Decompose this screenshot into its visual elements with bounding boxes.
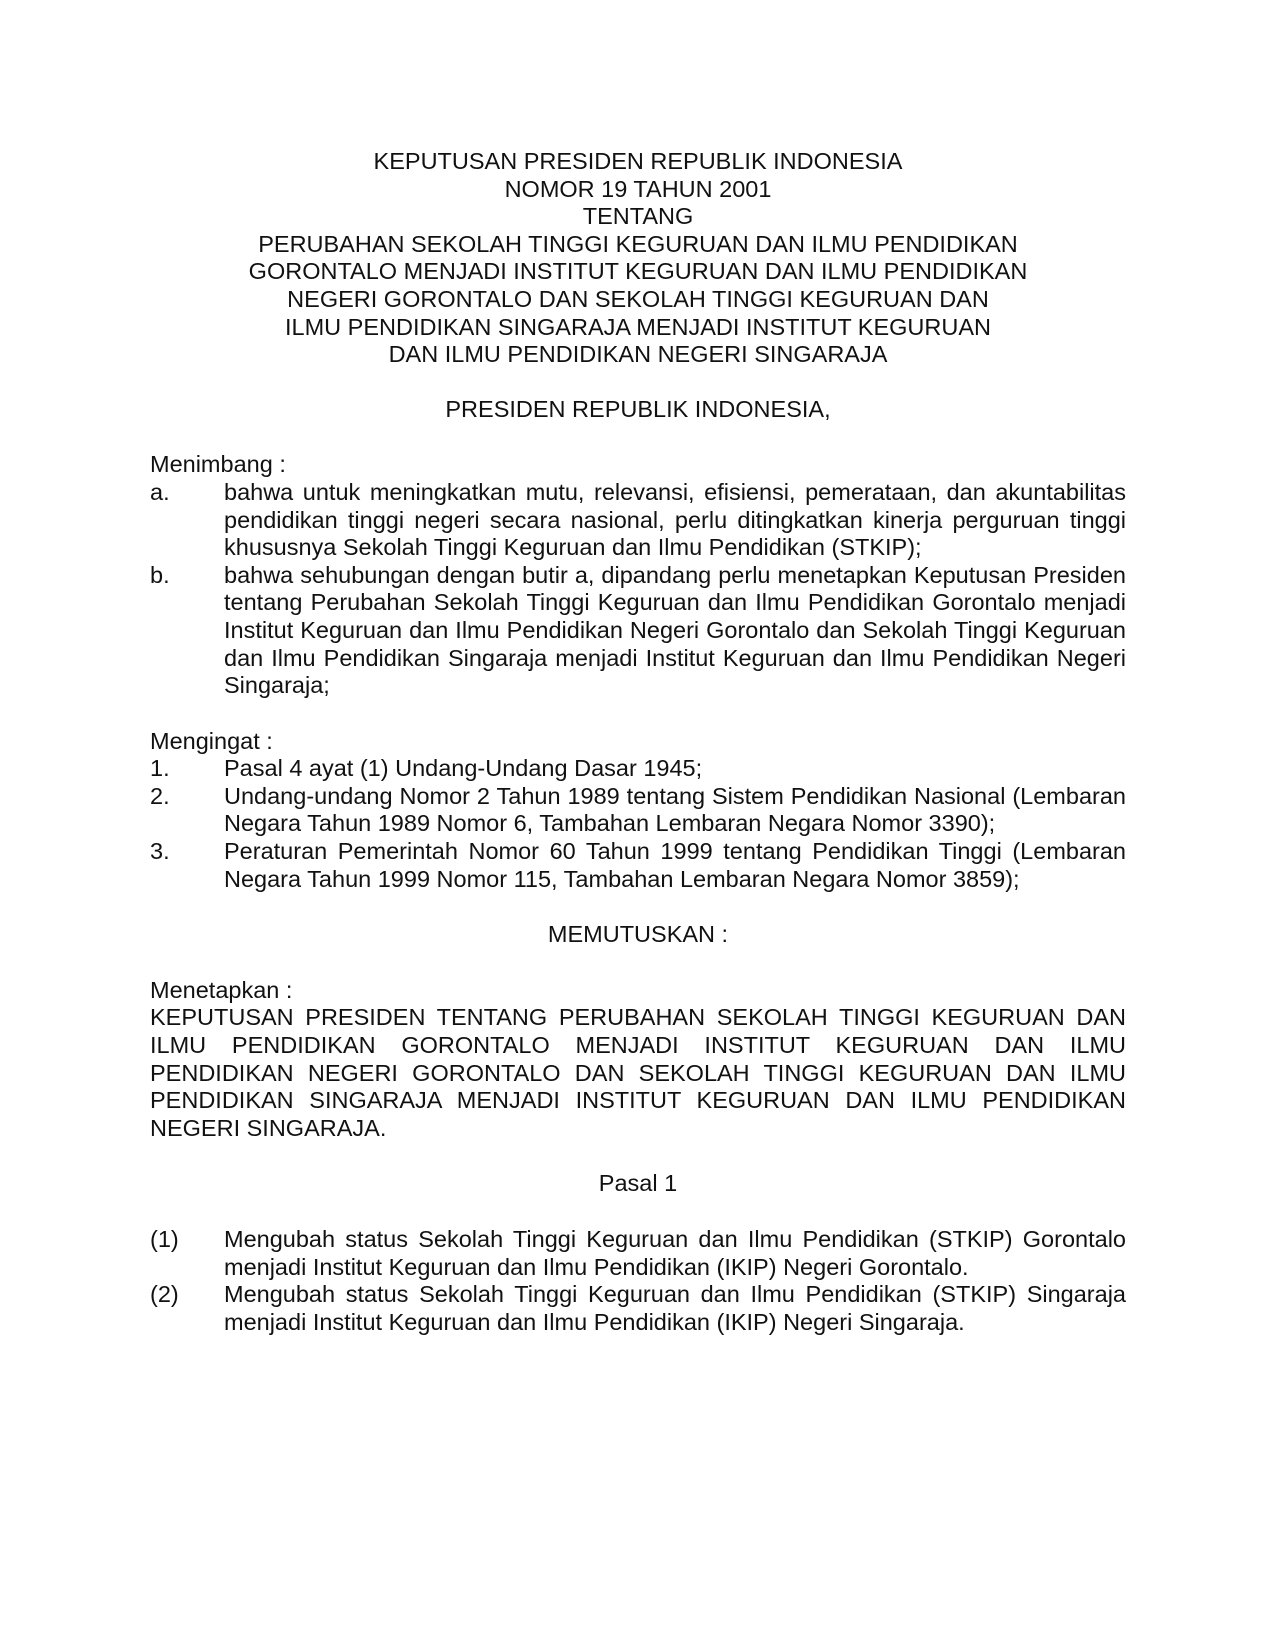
list-item (150, 479, 1126, 562)
title-line: GORONTALO MENJADI INSTITUT KEGURUAN DAN ILMU PENDIDIKAN (248, 258, 1028, 285)
title-line: TENTANG (582, 203, 694, 230)
list-marker: (1) (150, 1226, 179, 1252)
list-item-text: Mengubah status Sekolah Tinggi Keguruan dan Ilmu Pendidikan (STKIP) Singaraja menjadi Institut Keguruan dan Ilmu Pendidikan (IKIP) Negeri Singaraja. (224, 1281, 1126, 1335)
list-item-text: Peraturan Pemerintah Nomor 60 Tahun 1999 tentang Pendidikan Tinggi (Lembaran Negara Tahun 1999 Nomor 115, Tambahan Lembaran Negara Nomor 3859); (224, 838, 1126, 892)
list-item (150, 1281, 1126, 1336)
list-item-text: Pasal 4 ayat (1) Undang-Undang Dasar 1945; (224, 755, 703, 782)
memutuskan-heading: MEMUTUSKAN : (547, 921, 729, 948)
list-marker: a. (150, 478, 170, 505)
list-item-text: Mengubah status Sekolah Tinggi Keguruan dan Ilmu Pendidikan (STKIP) Gorontalo menjadi Institut Keguruan dan Ilmu Pendidikan (IKIP) Negeri Gorontalo. (224, 1226, 1126, 1280)
title-line: NEGERI GORONTALO DAN SEKOLAH TINGGI KEGURUAN DAN (287, 285, 989, 312)
list-marker: 3. (150, 838, 170, 865)
list-marker: b. (150, 561, 170, 588)
menetapkan-text: KEPUTUSAN PRESIDEN TENTANG PERUBAHAN SEKOLAH TINGGI KEGURUAN DAN ILMU PENDIDIKAN GORONTALO MENJADI INSTITUT KEGURUAN DAN ILMU PENDIDIKAN NEGERI GORONTALO DAN SEKOLAH TINGGI KEGURUAN DAN ILMU PENDIDIKAN SINGARAJA MENJADI INSTITUT KEGURUAN DAN ILMU PENDIDIKAN NEGERI SINGARAJA. (150, 1004, 1126, 1141)
pasal-list (150, 1226, 1126, 1336)
list-marker: 2. (150, 782, 170, 809)
title-line: DAN ILMU PENDIDIKAN NEGERI SINGARAJA (388, 341, 888, 368)
title-line: KEPUTUSAN PRESIDEN REPUBLIK INDONESIA (373, 148, 903, 174)
title-line: ILMU PENDIDIKAN SINGARAJA MENJADI INSTITUT KEGURUAN (285, 313, 991, 340)
mengingat-label: Mengingat : (150, 727, 273, 754)
pasal-heading: Pasal 1 (598, 1170, 678, 1197)
menimbang-label: Menimbang : (150, 451, 286, 478)
list-marker: (2) (150, 1281, 179, 1308)
list-item-text: bahwa sehubungan dengan butir a, dipandang perlu menetapkan Keputusan Presiden tentang Perubahan Sekolah Tinggi Keguruan dan Ilmu Pendidikan Gorontalo menjadi Institut Keguruan dan Ilmu Pendidikan Negeri Gorontalo dan Sekolah Tinggi Keguruan dan Ilmu Pendidikan Singaraja menjadi Institut Keguruan dan Ilmu Pendidikan Negeri Singaraja; (224, 561, 1126, 699)
presiden-heading: PRESIDEN REPUBLIK INDONESIA, (445, 395, 831, 422)
title-line: PERUBAHAN SEKOLAH TINGGI KEGURUAN DAN ILMU PENDIDIKAN (258, 230, 1018, 257)
list-item-text: Undang-undang Nomor 2 Tahun 1989 tentang Sistem Pendidikan Nasional (Lembaran Negara Tahun 1989 Nomor 6, Tambahan Lembaran Negara Nomor 3390); (224, 782, 1126, 837)
list-item (150, 1226, 1126, 1281)
list-item (150, 562, 1126, 700)
list-item (150, 783, 1126, 838)
list-item (150, 838, 1126, 893)
document-page (150, 148, 1126, 1336)
menimbang-list (150, 479, 1126, 700)
title-line: NOMOR 19 TAHUN 2001 (504, 175, 772, 202)
document-title (150, 148, 1126, 369)
list-item (150, 755, 1126, 783)
menetapkan-label: Menetapkan : (150, 976, 293, 1003)
list-item-text: bahwa untuk meningkatkan mutu, relevansi, efisiensi, pemerataan, dan akuntabilitas pendidikan tinggi negeri secara nasional, perlu ditingkatkan kinerja perguruan tinggi khususnya Sekolah Tinggi Keguruan dan Ilmu Pendidikan (STKIP); (224, 478, 1126, 561)
list-marker: 1. (150, 755, 170, 782)
mengingat-list (150, 755, 1126, 893)
